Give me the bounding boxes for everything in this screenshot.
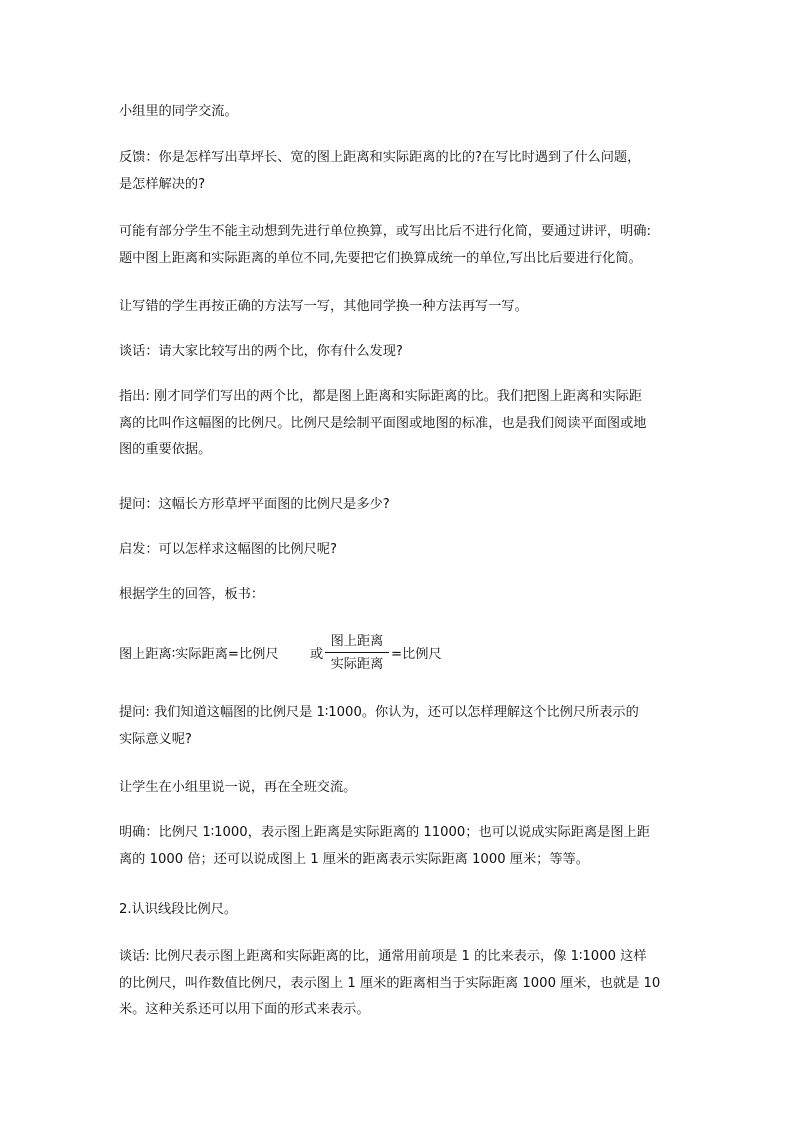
paragraph-line: 实际意义呢? <box>119 731 192 747</box>
paragraph-line: 谈话：请大家比较写出的两个比，你有什么发现? <box>119 344 403 359</box>
scale-formula <box>119 632 679 676</box>
paragraph-7 <box>119 492 679 519</box>
paragraph-4 <box>119 294 679 321</box>
paragraph-14 <box>119 944 679 1024</box>
paragraph-line: 米。这种关系还可以用下面的形式来表示。 <box>119 1002 370 1017</box>
formula-fraction <box>325 632 389 674</box>
paragraph-line: 根据学生的回答，板书： <box>119 587 265 602</box>
paragraph-13 <box>119 897 679 924</box>
paragraph-line: 提问: 我们知道这幅图的比例尺是 1∶1000。你认为，还可以怎样理解这个比例尺所表示的 <box>119 705 639 720</box>
paragraph-line: 离的比叫作这幅图的比例尺。比例尺是绘制平面图或地图的标准，也是我们阅读平面图或地 <box>119 415 647 431</box>
formula-result-text: =比例尺 <box>391 647 442 662</box>
paragraph-line: 图的重要依据。 <box>119 442 212 457</box>
paragraph-line: 启发：可以怎样求这幅图的比例尺呢? <box>119 542 337 557</box>
paragraph-2 <box>119 145 679 198</box>
paragraph-line: 题中图上距离和实际距离的单位不同,先要把它们换算成统一的单位,写出比后要进行化简。 <box>119 250 642 266</box>
paragraph-line: 离的 1000 倍；还可以说成图上 1 厘米的距离表示实际距离 1000 厘米；等等。 <box>119 851 589 867</box>
paragraph-line: 反馈：你是怎样写出草坪长、宽的图上距离和实际距离的比的?在写比时遇到了什么问题， <box>119 150 641 165</box>
paragraph-line: 小组里的同学交流。 <box>119 104 238 119</box>
paragraph-line: 谈话: 比例尺表示图上距离和实际距离的比，通常用前项是 1 的比来表示，像 1∶1000 这样 <box>119 949 647 964</box>
fraction-numerator: 图上距离 <box>330 634 384 649</box>
paragraph-10 <box>119 700 679 753</box>
paragraph-8 <box>119 537 679 564</box>
paragraph-line: 提问：这幅长方形草坪平面图的比例尺是多少? <box>119 497 390 512</box>
formula-ratio-text: 图上距离∶实际距离=比例尺 <box>119 647 279 662</box>
formula-or-text: 或 <box>310 647 324 662</box>
paragraph-12 <box>119 820 679 873</box>
fraction-bar <box>325 652 389 653</box>
paragraph-line: 是怎样解决的? <box>119 176 206 192</box>
paragraph-11 <box>119 775 679 802</box>
paragraph-line: 明确：比例尺 1∶1000，表示图上距离是实际距离的 11000；也可以说成实际距离是图上距 <box>119 825 650 840</box>
paragraph-5 <box>119 339 679 366</box>
paragraph-line: 2.认识线段比例尺。 <box>119 902 238 917</box>
paragraph-9 <box>119 582 679 609</box>
paragraph-1 <box>119 99 679 126</box>
paragraph-line: 让学生在小组里说一说，再在全班交流。 <box>119 780 357 795</box>
fraction-denominator: 实际距离 <box>330 657 384 672</box>
paragraph-line: 让写错的学生再按正确的方法写一写，其他同学换一种方法再写一写。 <box>119 299 528 314</box>
paragraph-line: 指出: 刚才同学们写出的两个比，都是图上距离和实际距离的比。我们把图上距离和实际距 <box>119 389 642 404</box>
paragraph-3 <box>119 219 679 272</box>
paragraph-line: 的比例尺，叫作数值比例尺，表示图上 1 厘米的距离相当于实际距离 1000 厘米，也就是 10 <box>119 975 661 991</box>
paragraph-line: 可能有部分学生不能主动想到先进行单位换算，或写出比后不进行化简，要通过讲评，明确: <box>119 224 651 239</box>
paragraph-6 <box>119 384 679 464</box>
